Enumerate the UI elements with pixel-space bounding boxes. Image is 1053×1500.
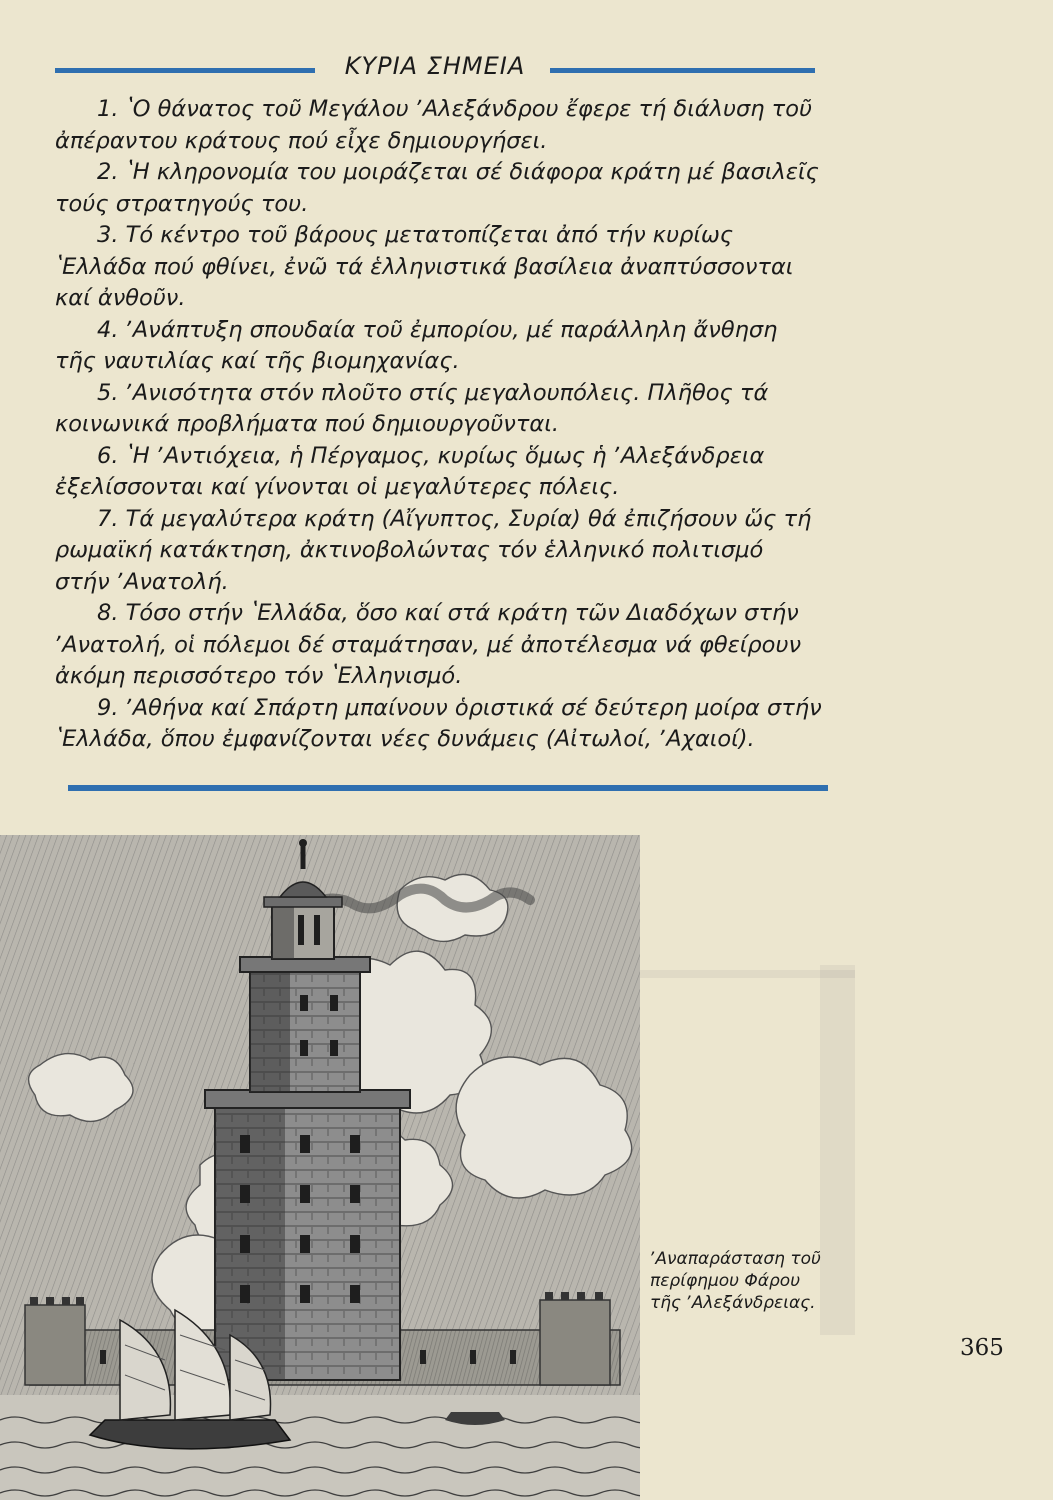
key-point-4: 4. ʼΑνάπτυξη σπουδαία τοῦ ἐμπορίου, μέ παράλληλη ἄνθηση τῆς ναυτιλίας καί τῆς βιομηχανίας.: [55, 316, 778, 374]
header-rule-right: [550, 68, 815, 73]
key-point-1: 1. ʽΟ θάνατος τοῦ Μεγάλου ʼΑλεξάνδρου ἔφερε τή διάλυση τοῦ ἀπέραντου κράτους πού εἶχε δημιουργήσει.: [55, 96, 812, 154]
caption-line: περίφημου Φάρου: [650, 1271, 801, 1291]
illustration-caption: [650, 1248, 850, 1314]
section-header: [55, 50, 815, 90]
section-bottom-rule: [68, 785, 828, 791]
lighthouse-drawing: [0, 835, 640, 1500]
key-point-9: 9. ʼΑθήνα καί Σπάρτη μπαίνουν ὁριστικά σέ δεύτερη μοίρα στήν ʽΕλλάδα, ὅπου ἐμφανίζονται νέες δυνάμεις (Αἰτωλοί, ʼΑχαιοί).: [55, 694, 822, 752]
section-title: ΚΥΡΙΑ ΣΗΜΕΙΑ: [344, 52, 526, 80]
key-point-3: 3. Τό κέντρο τοῦ βάρους μετατοπίζεται ἀπό τήν κυρίως ʽΕλλάδα πού φθίνει, ἐνῶ τά ἑλληνιστικά βασίλεια ἀναπτύσσονται καί ἀνθοῦν.: [55, 222, 794, 311]
key-points-list: [55, 94, 825, 756]
key-point-8: 8. Τόσο στήν ʽΕλλάδα, ὅσο καί στά κράτη τῶν Διαδόχων στήν ʼΑνατολή, οἱ πόλεμοι δέ σταμάτησαν, μέ ἀποτέλεσμα νά φθείρουν ἀκόμη περισσότερο τόν ʽΕλληνισμό.: [55, 600, 802, 689]
key-point-7: 7. Τά μεγαλύτερα κράτη (Αἴγυπτος, Συρία) θά ἐπιζήσουν ὥς τή ρωμαϊκή κατάκτηση, ἀκτινοβολώντας τόν ἑλληνικό πολιτισμό στήν ʼΑνατολή.: [55, 505, 812, 595]
key-point-5: 5. ʼΑνισότητα στόν πλοῦτο στίς μεγαλουπόλεις. Πλῆθος τά κοινωνικά προβλήματα πού δημιουργοῦνται.: [55, 379, 769, 437]
key-point-6: 6. ʽΗ ʼΑντιόχεια, ἡ Πέργαμος, κυρίως ὅμως ἡ ʼΑλεξάνδρεια ἐξελίσσονται καί γίνονται οἱ μεγαλύτερες πόλεις.: [55, 442, 765, 500]
page-number: 365: [960, 1335, 1004, 1361]
key-point-2: 2. ʽΗ κληρονομία του μοιράζεται σέ διάφορα κράτη μέ βασιλεῖς τούς στρατηγούς του.: [55, 159, 819, 217]
caption-line: ʼΑναπαράσταση τοῦ: [650, 1249, 821, 1269]
lighthouse-illustration: [0, 835, 640, 1500]
header-rule-left: [55, 68, 315, 73]
caption-line: τῆς ʼΑλεξάνδρειας.: [650, 1293, 816, 1313]
